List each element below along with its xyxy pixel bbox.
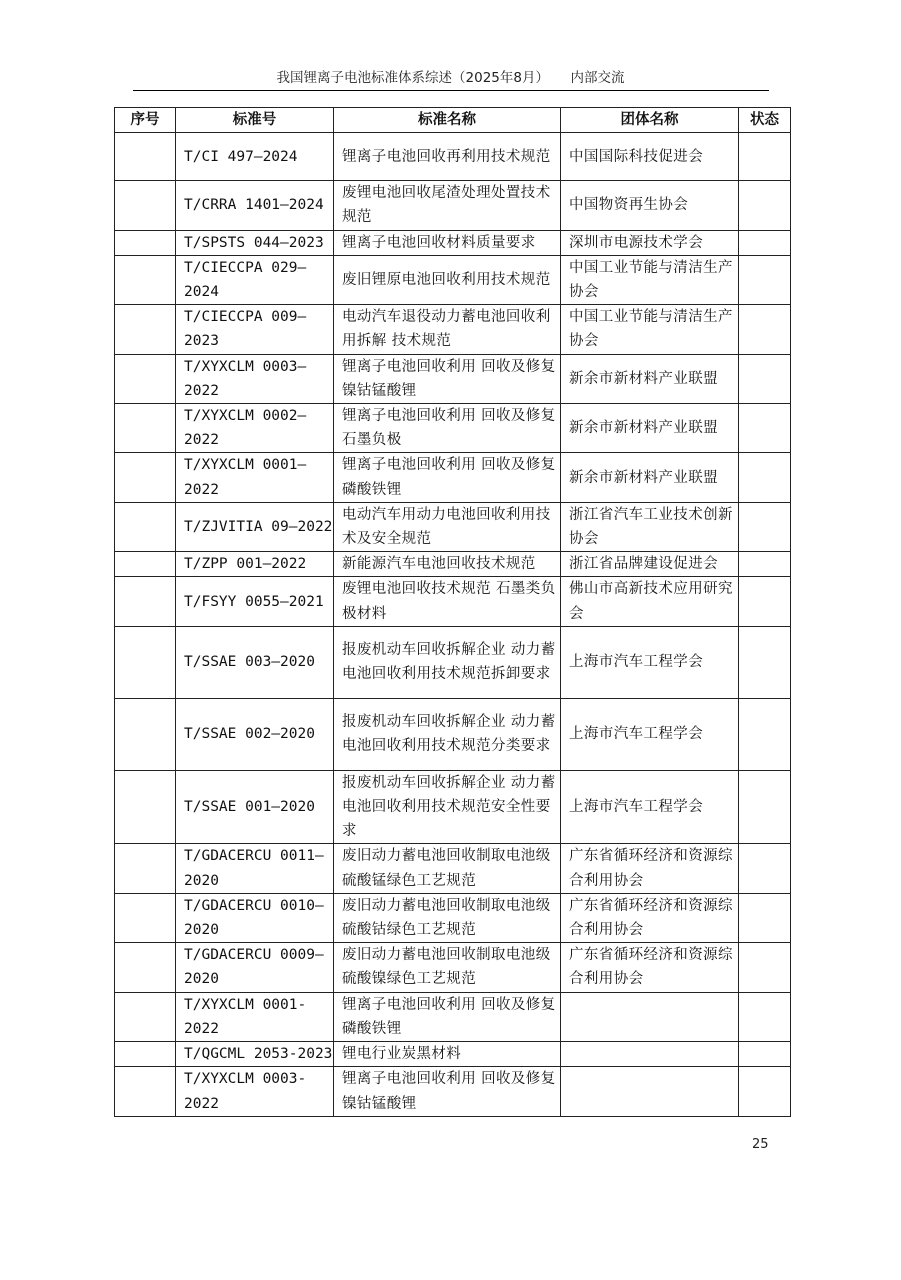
cell-org: 新余市新材料产业联盟 <box>561 453 739 502</box>
cell-num <box>115 453 176 502</box>
cell-status <box>739 1042 791 1067</box>
cell-name: 废锂电池回收尾渣处理处置技术规范 <box>334 181 561 230</box>
cell-code: T/XYXCLM 0003—2022 <box>176 354 334 403</box>
cell-name: 废旧动力蓄电池回收制取电池级硫酸镍绿色工艺规范 <box>334 943 561 992</box>
cell-org: 上海市汽车工程学会 <box>561 770 739 844</box>
cell-name: 锂离子电池回收利用 回收及修复磷酸铁锂 <box>334 992 561 1041</box>
cell-status <box>739 893 791 942</box>
cell-org: 广东省循环经济和资源综合利用协会 <box>561 844 739 893</box>
cell-org <box>561 1042 739 1067</box>
cell-status <box>739 354 791 403</box>
cell-status <box>739 133 791 181</box>
table-row <box>115 230 791 255</box>
cell-status <box>739 992 791 1041</box>
table-row <box>115 1067 791 1116</box>
column-header-num: 序号 <box>115 108 176 133</box>
cell-status <box>739 844 791 893</box>
cell-org: 佛山市高新技术应用研究会 <box>561 577 739 626</box>
cell-code: T/SPSTS 044—2023 <box>176 230 334 255</box>
cell-code: T/SSAE 003—2020 <box>176 626 334 698</box>
cell-num <box>115 577 176 626</box>
cell-org: 中国物资再生协会 <box>561 181 739 230</box>
cell-status <box>739 255 791 304</box>
cell-status <box>739 626 791 698</box>
cell-num <box>115 404 176 453</box>
table-row <box>115 552 791 577</box>
table-row <box>115 181 791 230</box>
table-row <box>115 502 791 551</box>
cell-status <box>739 552 791 577</box>
cell-org: 中国国际科技促进会 <box>561 133 739 181</box>
table-row <box>115 1042 791 1067</box>
cell-code: T/XYXCLM 0003-2022 <box>176 1067 334 1116</box>
cell-status <box>739 230 791 255</box>
table-row <box>115 943 791 992</box>
cell-org: 广东省循环经济和资源综合利用协会 <box>561 893 739 942</box>
table-row <box>115 577 791 626</box>
cell-status <box>739 404 791 453</box>
cell-code: T/GDACERCU 0011—2020 <box>176 844 334 893</box>
cell-code: T/XYXCLM 0001-2022 <box>176 992 334 1041</box>
cell-status <box>739 305 791 354</box>
cell-name: 废旧动力蓄电池回收制取电池级硫酸锰绿色工艺规范 <box>334 844 561 893</box>
cell-status <box>739 1067 791 1116</box>
cell-name: 废旧锂原电池回收利用技术规范 <box>334 255 561 304</box>
cell-name: 电动汽车用动力电池回收利用技术及安全规范 <box>334 502 561 551</box>
cell-code: T/ZPP 001—2022 <box>176 552 334 577</box>
column-header-name: 标准名称 <box>334 108 561 133</box>
cell-name: 锂离子电池回收利用 回收及修复石墨负极 <box>334 404 561 453</box>
cell-code: T/CIECCPA 029—2024 <box>176 255 334 304</box>
cell-org: 中国工业节能与清洁生产协会 <box>561 305 739 354</box>
table-header-row <box>115 108 791 133</box>
cell-num <box>115 230 176 255</box>
table-row <box>115 992 791 1041</box>
cell-code: T/QGCML 2053-2023 <box>176 1042 334 1067</box>
cell-name: 电动汽车退役动力蓄电池回收利用拆解 技术规范 <box>334 305 561 354</box>
cell-num <box>115 992 176 1041</box>
cell-name: 报废机动车回收拆解企业 动力蓄电池回收利用技术规范拆卸要求 <box>334 626 561 698</box>
cell-code: T/FSYY 0055—2021 <box>176 577 334 626</box>
cell-name: 废锂电池回收技术规范 石墨类负极材料 <box>334 577 561 626</box>
cell-code: T/SSAE 001—2020 <box>176 770 334 844</box>
header-rule <box>133 90 769 91</box>
cell-code: T/GDACERCU 0009—2020 <box>176 943 334 992</box>
cell-name: 锂离子电池回收材料质量要求 <box>334 230 561 255</box>
cell-name: 报废机动车回收拆解企业 动力蓄电池回收利用技术规范分类要求 <box>334 698 561 770</box>
table-row <box>115 404 791 453</box>
cell-name: 锂离子电池回收利用 回收及修复镍钴锰酸锂 <box>334 1067 561 1116</box>
cell-code: T/CI 497—2024 <box>176 133 334 181</box>
cell-name: 报废机动车回收拆解企业 动力蓄电池回收利用技术规范安全性要求 <box>334 770 561 844</box>
cell-num <box>115 133 176 181</box>
cell-status <box>739 943 791 992</box>
cell-status <box>739 453 791 502</box>
header-title: 我国锂离子电池标准体系综述（2025年8月） <box>276 70 549 86</box>
cell-code: T/GDACERCU 0010—2020 <box>176 893 334 942</box>
table-row <box>115 305 791 354</box>
cell-num <box>115 770 176 844</box>
cell-num <box>115 181 176 230</box>
table-row <box>115 133 791 181</box>
table-row <box>115 844 791 893</box>
standards-table <box>114 107 791 1117</box>
cell-num <box>115 255 176 304</box>
cell-name: 锂离子电池回收利用 回收及修复镍钴锰酸锂 <box>334 354 561 403</box>
cell-code: T/XYXCLM 0001—2022 <box>176 453 334 502</box>
cell-code: T/SSAE 002—2020 <box>176 698 334 770</box>
cell-org: 深圳市电源技术学会 <box>561 230 739 255</box>
cell-status <box>739 577 791 626</box>
cell-org: 浙江省品牌建设促进会 <box>561 552 739 577</box>
cell-status <box>739 181 791 230</box>
column-header-code: 标准号 <box>176 108 334 133</box>
cell-org: 中国工业节能与清洁生产协会 <box>561 255 739 304</box>
cell-num <box>115 305 176 354</box>
table-row <box>115 453 791 502</box>
cell-code: T/CIECCPA 009—2023 <box>176 305 334 354</box>
cell-org: 浙江省汽车工业技术创新协会 <box>561 502 739 551</box>
cell-status <box>739 770 791 844</box>
cell-name: 废旧动力蓄电池回收制取电池级硫酸钴绿色工艺规范 <box>334 893 561 942</box>
cell-status <box>739 698 791 770</box>
cell-org: 新余市新材料产业联盟 <box>561 404 739 453</box>
cell-org <box>561 992 739 1041</box>
cell-name: 锂电行业炭黑材料 <box>334 1042 561 1067</box>
cell-num <box>115 698 176 770</box>
table-row <box>115 626 791 698</box>
page-number: 25 <box>752 1137 769 1152</box>
cell-code: T/XYXCLM 0002—2022 <box>176 404 334 453</box>
cell-num <box>115 552 176 577</box>
table-row <box>115 255 791 304</box>
header-note: 内部交流 <box>570 70 625 86</box>
cell-num <box>115 893 176 942</box>
column-header-status: 状态 <box>739 108 791 133</box>
cell-num <box>115 502 176 551</box>
cell-org: 上海市汽车工程学会 <box>561 626 739 698</box>
cell-name: 锂离子电池回收再利用技术规范 <box>334 133 561 181</box>
cell-name: 锂离子电池回收利用 回收及修复磷酸铁锂 <box>334 453 561 502</box>
table-row <box>115 698 791 770</box>
cell-name: 新能源汽车电池回收技术规范 <box>334 552 561 577</box>
cell-org <box>561 1067 739 1116</box>
cell-org: 上海市汽车工程学会 <box>561 698 739 770</box>
cell-code: T/CRRA 1401—2024 <box>176 181 334 230</box>
cell-org: 新余市新材料产业联盟 <box>561 354 739 403</box>
cell-num <box>115 844 176 893</box>
cell-num <box>115 943 176 992</box>
table-body <box>115 133 791 1117</box>
cell-num <box>115 626 176 698</box>
table-row <box>115 893 791 942</box>
cell-num <box>115 1042 176 1067</box>
page-header <box>0 66 901 86</box>
cell-num <box>115 354 176 403</box>
cell-org: 广东省循环经济和资源综合利用协会 <box>561 943 739 992</box>
cell-code: T/ZJVITIA 09—2022 <box>176 502 334 551</box>
cell-num <box>115 1067 176 1116</box>
cell-status <box>739 502 791 551</box>
table-row <box>115 770 791 844</box>
table-row <box>115 354 791 403</box>
column-header-org: 团体名称 <box>561 108 739 133</box>
